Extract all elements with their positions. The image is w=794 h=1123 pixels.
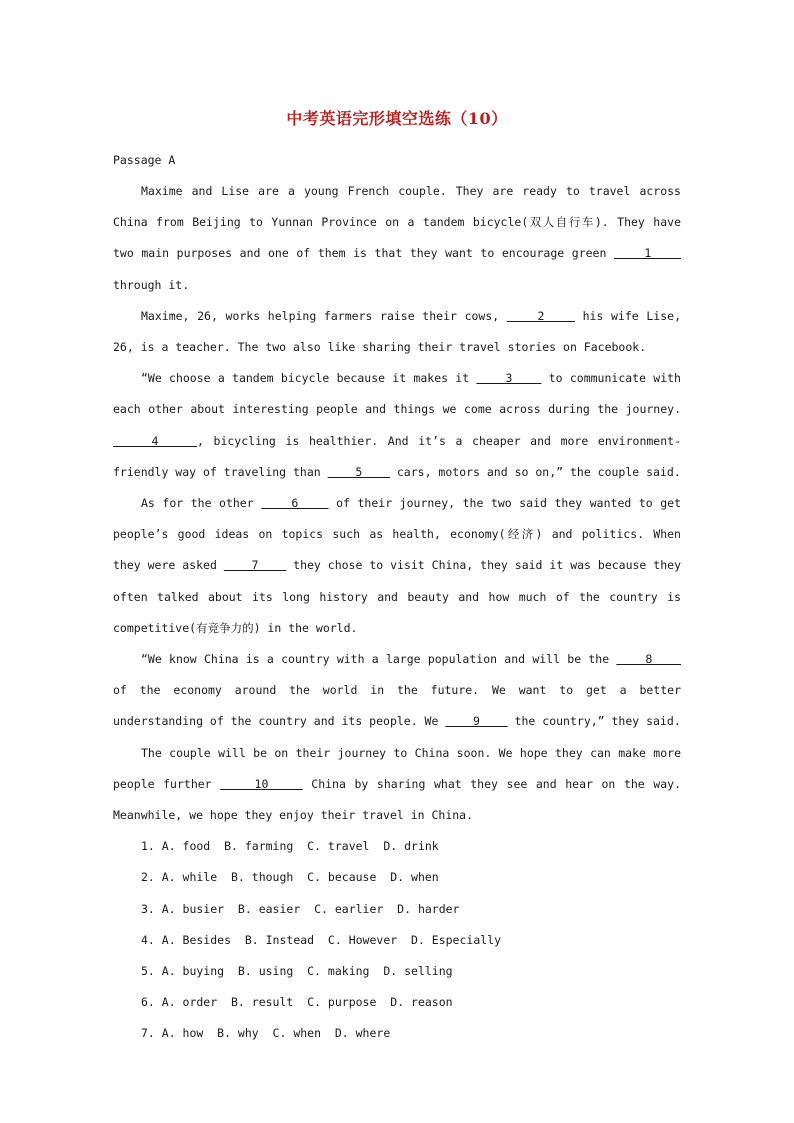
paragraph-text: The couple will be on their journey to China soon. We hope they can make more people further — [113, 745, 681, 791]
paragraph — [113, 488, 681, 644]
blank-4: 4 — [113, 433, 197, 448]
paragraph-text: “We choose a tandem bicycle because it makes it — [141, 371, 477, 386]
blank-5: 5 — [327, 464, 390, 479]
paragraph-text: cars, motors and so on,” the couple said. — [389, 464, 681, 479]
blank-9: 9 — [445, 714, 508, 729]
paragraph — [113, 301, 681, 363]
option-row: 1. A. food B. farming C. travel D. drink — [141, 839, 439, 854]
paragraph-text: , bicycling is healthier. And it’s a cheaper and more environment-friendly way of traveling than — [113, 433, 681, 479]
paragraph-text: of the economy around the world in the future. We want to get a better understanding of the country and its people. We — [113, 683, 681, 729]
option-row: 5. A. buying B. using C. making D. selling — [141, 964, 453, 979]
paragraph — [113, 738, 681, 832]
paragraph-text: of their journey, the two said they wanted to get people’s good ideas on topics such as health, economy(经济) and politics. When they were asked — [113, 496, 682, 573]
option-row: 6. A. order B. result C. purpose D. reason — [141, 995, 453, 1010]
passage-body — [113, 176, 681, 831]
passage-label: Passage A — [113, 153, 176, 167]
blank-10: 10 — [220, 776, 303, 791]
option-row: 2. A. while B. though C. because D. when — [141, 870, 439, 885]
blank-3: 3 — [476, 371, 542, 386]
blank-6: 6 — [261, 496, 329, 511]
paragraph-text: through it. — [113, 277, 190, 292]
option-row: 3. A. busier B. easier C. earlier D. harder — [141, 901, 460, 916]
paragraph-text: they chose to visit China, they said it was because they often talked about its long history and beauty and how much of the country is competitive(有竞争力的) in the world. — [113, 558, 681, 635]
paragraph-text: Maxime and Lise are a young French couple. They are ready to travel across China from Beijing to Yunnan Province on a tandem bicycle(双人自行车). They have two main purposes and one of them is that they want to encourage green — [113, 184, 681, 261]
paragraph — [113, 363, 681, 488]
page-title: 中考英语完形填空选练（10） — [286, 109, 508, 128]
document-page — [113, 100, 681, 1050]
blank-8: 8 — [616, 652, 681, 667]
option-row: 4. A. Besides B. Instead C. However D. Especially — [141, 932, 502, 947]
paragraph-text: “We know China is a country with a large population and will be the — [141, 652, 617, 667]
answer-options — [113, 831, 681, 1049]
paragraph-text: Maxime, 26, works helping farmers raise their cows, — [141, 308, 507, 323]
paragraph-text: to communicate with each other about interesting people and things we come across during the journey. — [113, 371, 681, 417]
paragraph-text: As for the other — [141, 496, 262, 511]
paragraph — [113, 176, 681, 301]
option-row: 7. A. how B. why C. when D. where — [141, 1026, 391, 1041]
blank-7: 7 — [223, 558, 287, 573]
paragraph-text: China by sharing what they see and hear on the way. Meanwhile, we hope they enjoy their travel in China. — [113, 776, 681, 823]
paragraph-text: the country,” they said. — [507, 714, 681, 729]
blank-1: 1 — [613, 246, 681, 261]
paragraph-text: his wife Lise, 26, is a teacher. The two also like sharing their travel stories on Facebook. — [113, 308, 682, 355]
blank-2: 2 — [506, 308, 575, 323]
paragraph — [113, 644, 681, 738]
